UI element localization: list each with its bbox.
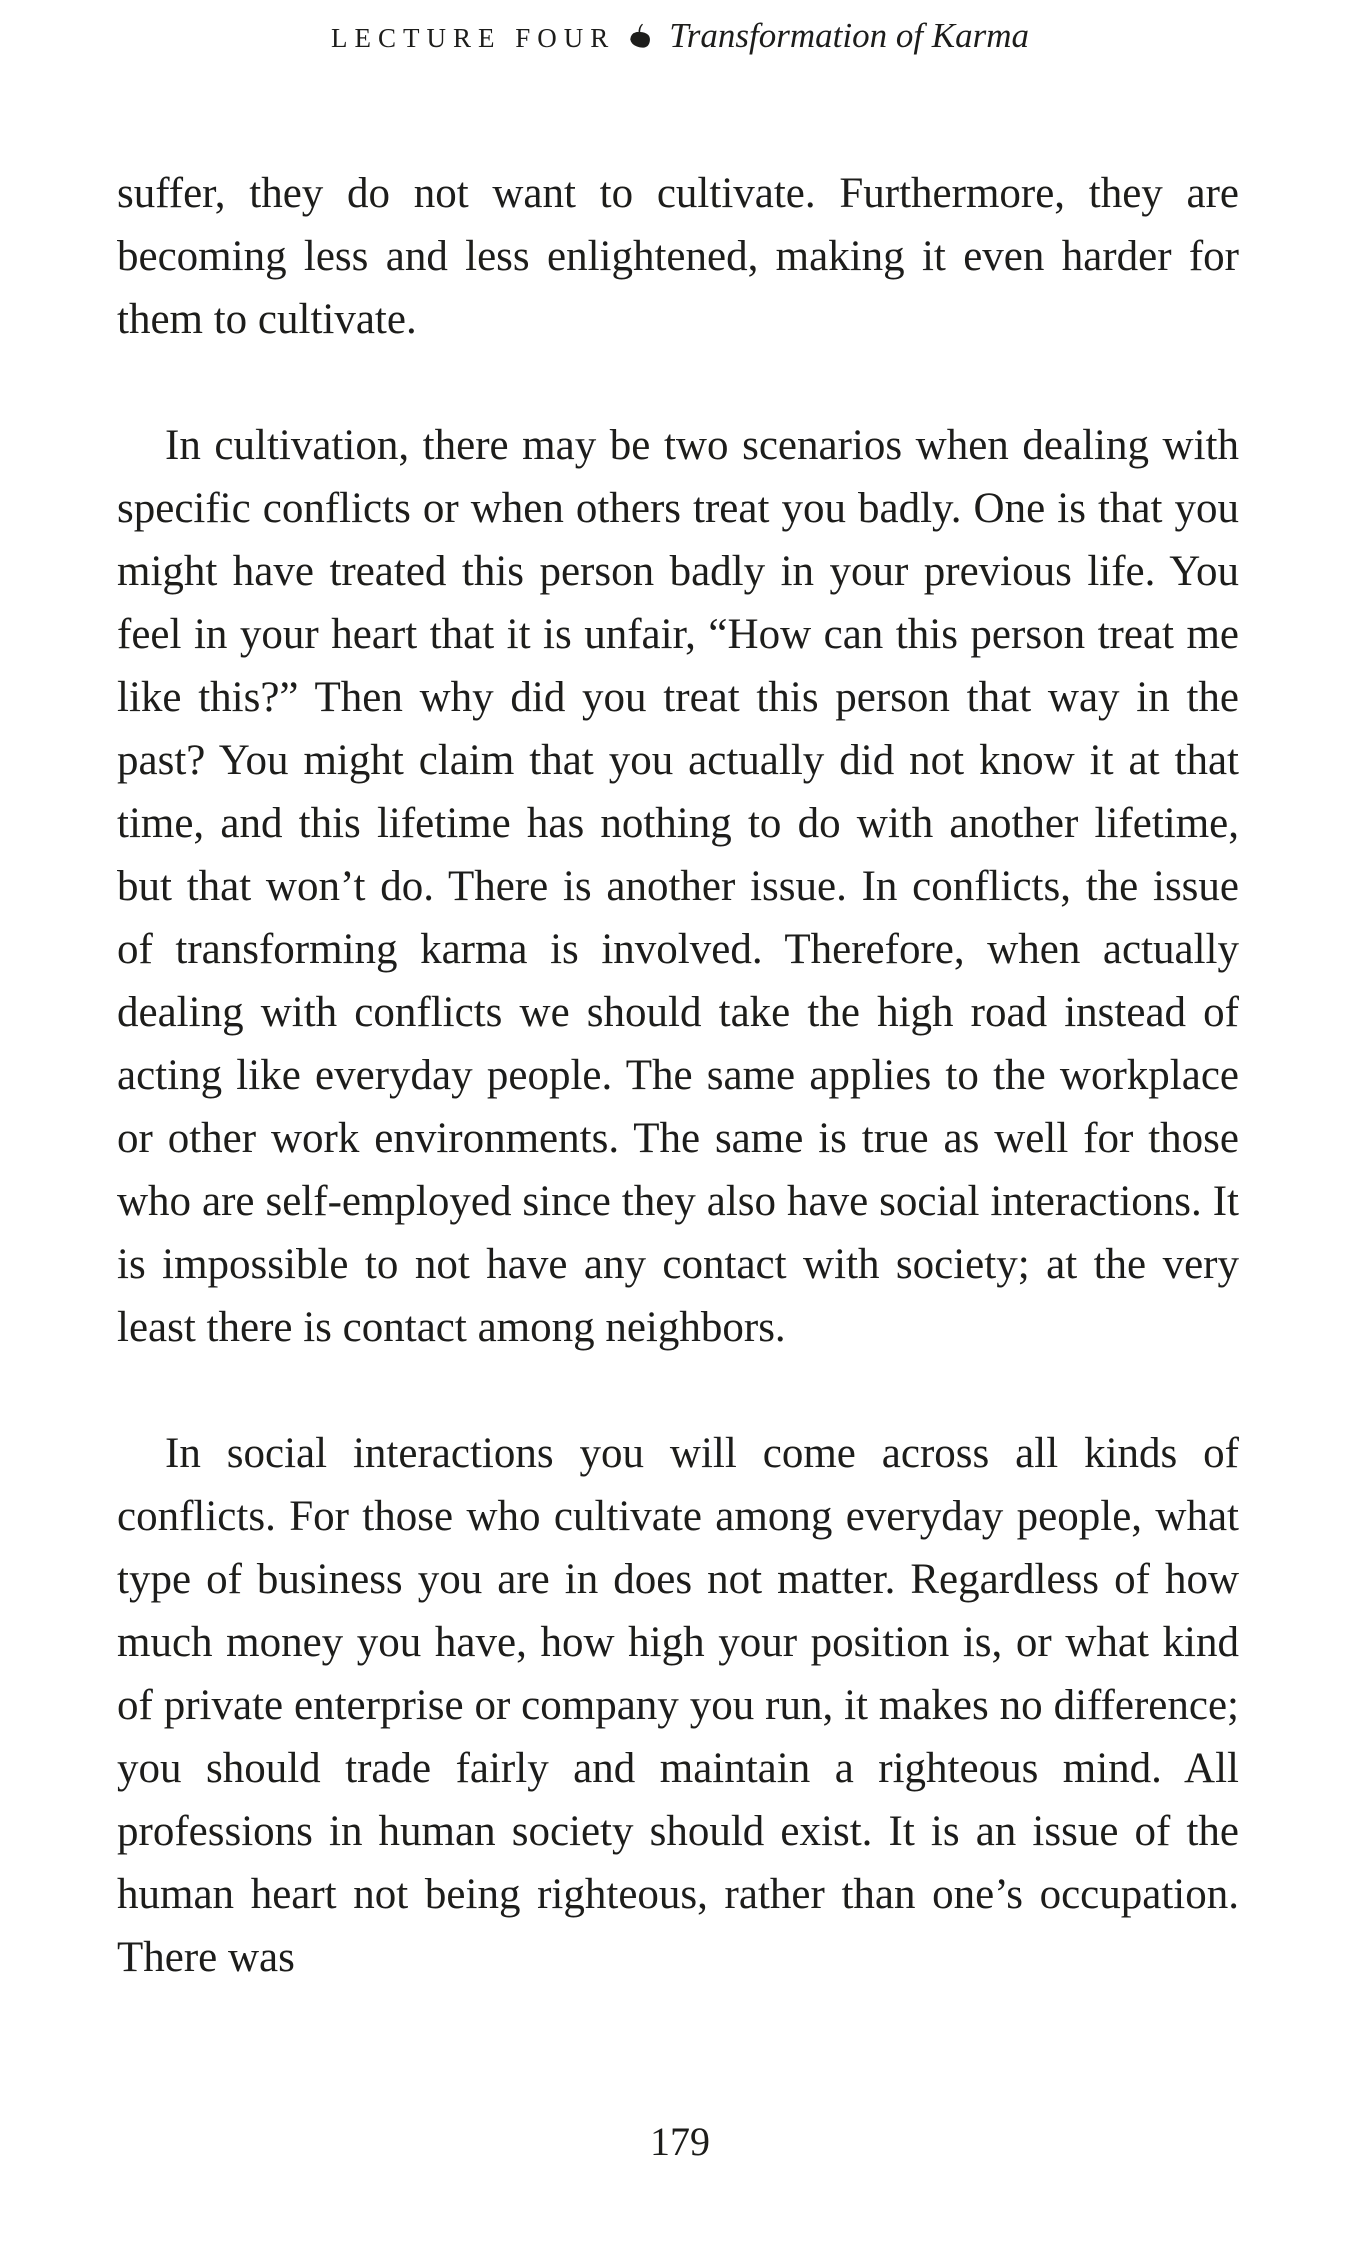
paragraph-3: In social interactions you will come across all kinds of conflicts. For those who cultivate among everyday people, what type of business you are in does not matter. Regardless of how much money you have, how high your position is, or what kind of private enterprise or company you run, it makes no difference; you should trade fairly and maintain a righteous mind. All professions in human society should exist. It is an issue of the human heart not being righteous, rather than one’s occupation. There was [117, 1430, 1239, 1981]
page-footer [0, 2118, 1360, 2165]
paragraph-2: In cultivation, there may be two scenarios when dealing with specific conflicts or when others treat you badly. One is that you might have treated this person badly in your previous life. You feel in your heart that it is unfair, “How can this person treat me like this?” Then why did you treat this person that way in the past? You might claim that you actually did not know it at that time, and this lifetime has nothing to do with another lifetime, but that won’t do. There is another issue. In conflicts, the issue of transforming karma is involved. Therefore, when actually dealing with conflicts we should take the high road instead of acting like everyday people. The same applies to the workplace or other work environments. The same is true as well for those who are self-employed since they also have social interactions. It is impossible to not have any contact with society; at the very least there is contact among neighbors. [117, 422, 1239, 1351]
paragraph-1: suffer, they do not want to cultivate. Furthermore, they are becoming less and less enlightened, making it even harder for them to cultivate. [117, 170, 1239, 343]
lecture-label: LECTURE FOUR [330, 23, 616, 53]
chapter-title: Transformation of Karma [669, 16, 1030, 55]
page-number: 179 [650, 2119, 710, 2164]
fleuron-leaf-icon [625, 21, 655, 56]
page-body [117, 162, 1239, 1989]
running-header [0, 16, 1360, 56]
